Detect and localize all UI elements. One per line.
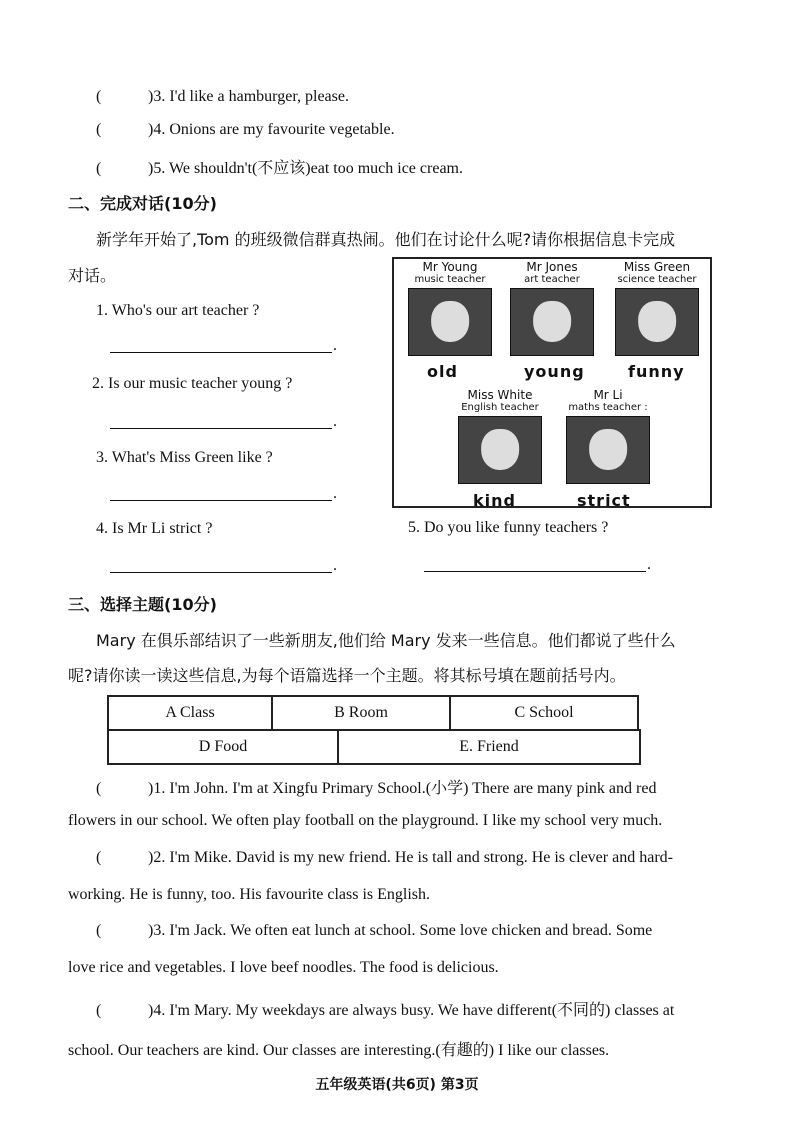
item-text: )3. I'd like a hamburger, please. — [148, 88, 349, 105]
teacher-role: art teacher — [524, 274, 580, 285]
answer-paren[interactable]: ( — [96, 922, 102, 939]
portrait-image — [615, 288, 699, 356]
section3-intro-line2: 呢?请你读一读这些信息,为每个语篇选择一个主题。将其标号填在题前括号内。 — [68, 666, 626, 685]
passage-1-line2: flowers in our school. We often play football on the playground. I like my school very much. — [68, 812, 663, 829]
teacher-role: English teacher — [461, 402, 539, 413]
answer-paren[interactable]: ( — [96, 88, 102, 105]
passage-text: )4. I'm Mary. My weekdays are always busy. We have different(不同的) classes at — [148, 1002, 675, 1019]
section2-intro-line1: 新学年开始了,Tom 的班级微信群真热闹。他们在讨论什么呢?请你根据信息卡完成 — [96, 230, 676, 249]
question-3: 3. What's Miss Green like ? — [96, 449, 273, 466]
question-4: 4. Is Mr Li strict ? — [96, 520, 213, 537]
adjective-label: strict — [577, 491, 631, 510]
teacher-miss-green — [606, 261, 708, 356]
adjective-label: kind — [473, 491, 516, 510]
passage-4-line1 — [96, 997, 674, 1020]
answer-line-1[interactable] — [110, 352, 332, 353]
adjective-label: funny — [628, 362, 685, 381]
topic-options-table — [107, 695, 639, 731]
topic-option-e: E. Friend — [338, 730, 640, 764]
teacher-name: Mr Jones — [526, 260, 578, 274]
portrait-image — [566, 416, 650, 484]
question-5: 5. Do you like funny teachers ? — [408, 519, 609, 536]
part1-item-4 — [96, 121, 395, 139]
passage-1-line1 — [96, 775, 656, 798]
answer-period: . — [333, 413, 337, 430]
answer-paren[interactable]: ( — [96, 121, 102, 138]
answer-period: . — [333, 485, 337, 502]
passage-2-line1 — [96, 849, 673, 867]
passage-2-line2: working. He is funny, too. His favourite class is English. — [68, 886, 431, 903]
section3-intro-line1: Mary 在俱乐部结识了一些新朋友,他们给 Mary 发来一些信息。他们都说了些什么 — [96, 631, 676, 650]
teacher-name: Miss White — [467, 388, 533, 402]
answer-paren[interactable]: ( — [96, 160, 102, 177]
section2-intro-line2: 对话。 — [68, 266, 117, 285]
answer-line-4[interactable] — [110, 572, 332, 573]
teacher-role: science teacher — [617, 274, 697, 285]
topic-option-c: C School — [450, 696, 638, 730]
part1-item-5 — [96, 155, 463, 178]
question-2: 2. Is our music teacher young ? — [92, 375, 293, 392]
answer-paren[interactable]: ( — [96, 780, 102, 797]
answer-line-5[interactable] — [424, 571, 646, 572]
topic-option-b: B Room — [272, 696, 450, 730]
part1-item-3 — [96, 88, 349, 106]
adjective-label: young — [524, 362, 585, 381]
teacher-mr-young — [402, 261, 498, 356]
answer-paren[interactable]: ( — [96, 849, 102, 866]
teacher-miss-white — [450, 389, 550, 484]
teacher-mr-jones — [502, 261, 602, 356]
section2-title: 二、完成对话(10分) — [68, 194, 217, 213]
page-footer: 五年级英语(共6页) 第3页 — [315, 1077, 479, 1093]
passage-text: )1. I'm John. I'm at Xingfu Primary School.(小学) There are many pink and red — [148, 780, 657, 797]
passage-3-line2: love rice and vegetables. I love beef noodles. The food is delicious. — [68, 959, 499, 976]
teacher-mr-li — [558, 389, 658, 484]
teacher-role: music teacher — [414, 274, 486, 285]
section3-title: 三、选择主题(10分) — [68, 595, 217, 614]
item-text: )5. We shouldn't(不应该)eat too much ice cream. — [148, 160, 463, 177]
teacher-name: Mr Young — [422, 260, 478, 274]
topic-option-a: A Class — [108, 696, 272, 730]
item-text: )4. Onions are my favourite vegetable. — [148, 121, 395, 138]
portrait-image — [458, 416, 542, 484]
answer-period: . — [333, 557, 337, 574]
answer-period: . — [333, 337, 337, 354]
adjective-label: old — [427, 362, 458, 381]
portrait-image — [408, 288, 492, 356]
teacher-name: Mr Li — [593, 388, 623, 402]
answer-line-2[interactable] — [110, 428, 332, 429]
answer-period: . — [647, 556, 651, 573]
teacher-info-card — [392, 257, 712, 508]
teacher-role: maths teacher : — [568, 402, 648, 413]
passage-4-line2: school. Our teachers are kind. Our classes are interesting.(有趣的) I like our classes. — [68, 1042, 610, 1059]
question-1: 1. Who's our art teacher ? — [96, 302, 260, 319]
topic-options-table-row2 — [107, 729, 641, 765]
topic-option-d: D Food — [108, 730, 338, 764]
teacher-name: Miss Green — [623, 260, 691, 274]
passage-text: )3. I'm Jack. We often eat lunch at school. Some love chicken and bread. Some — [148, 922, 653, 939]
passage-text: )2. I'm Mike. David is my new friend. He is tall and strong. He is clever and hard- — [148, 849, 673, 866]
answer-line-3[interactable] — [110, 500, 332, 501]
passage-3-line1 — [96, 922, 652, 940]
answer-paren[interactable]: ( — [96, 1002, 102, 1019]
portrait-image — [510, 288, 594, 356]
